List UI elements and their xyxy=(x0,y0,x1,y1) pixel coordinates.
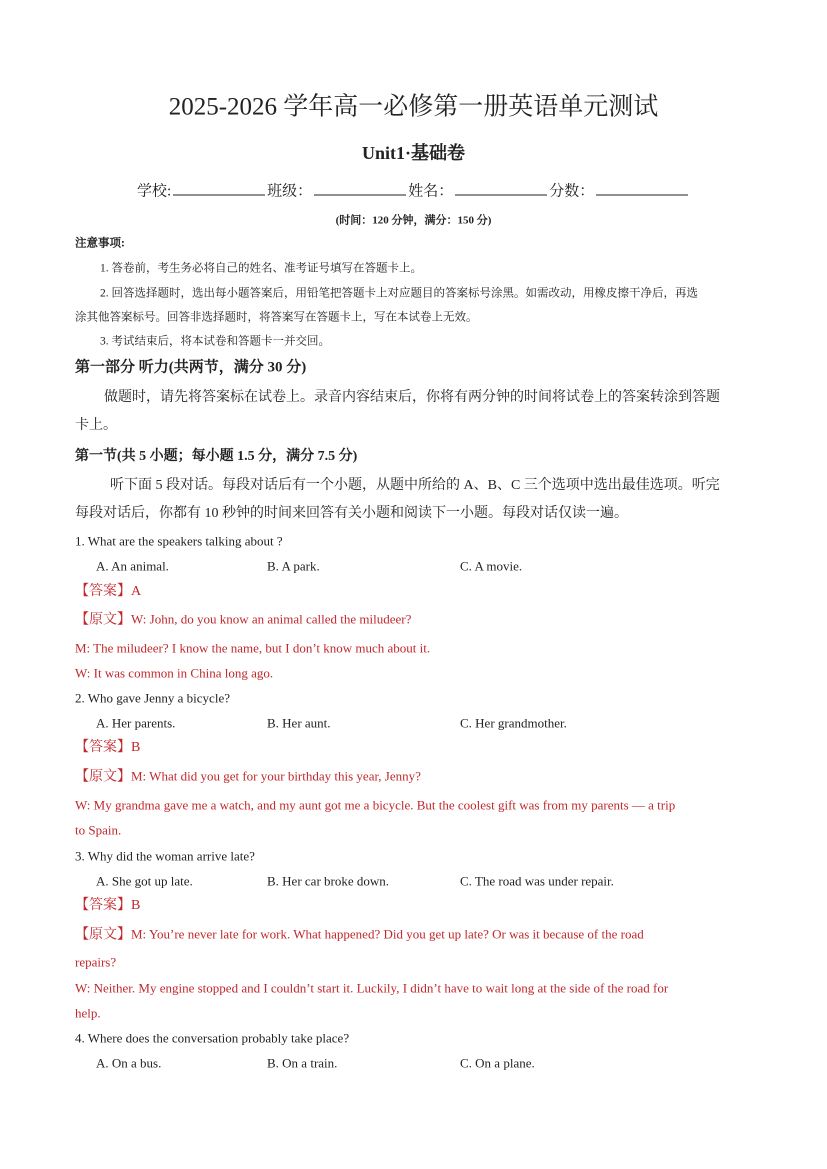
transcript-line: M: What did you get for your birthday this year, Jenny? xyxy=(131,768,421,784)
q4-option-b[interactable]: B. On a train. xyxy=(267,1055,338,1071)
score-label: 分数： xyxy=(549,183,595,200)
q4-option-c[interactable]: C. On a plane. xyxy=(460,1055,535,1071)
score-blank[interactable] xyxy=(596,183,688,196)
q3-transcript xyxy=(75,928,644,943)
q3-answer xyxy=(75,899,140,913)
q2-transcript xyxy=(75,770,421,785)
document-title: 2025-2026 学年高一必修第一册英语单元测试 xyxy=(168,93,659,121)
student-info-line xyxy=(137,183,690,200)
answer-label: 【答案】 xyxy=(75,898,131,913)
part1-intro: 做题时，请先将答案标在试卷上。录音内容结束后，你将有两分钟的时间将试卷上的答案转涂到答题 xyxy=(104,390,720,405)
answer-label: 【答案】 xyxy=(75,740,131,755)
transcript-line: M: You’re never late for work. What happened? Did you get up late? Or was it because of the road xyxy=(131,926,644,942)
question-1: 1. What are the speakers talking about ? xyxy=(75,533,283,549)
question-2: 2. Who gave Jenny a bicycle? xyxy=(75,690,230,706)
q2-option-a[interactable]: A. Her parents. xyxy=(96,715,176,731)
transcript-line: W: It was common in China long ago. xyxy=(75,665,274,681)
school-blank[interactable] xyxy=(173,183,265,196)
class-label: 班级： xyxy=(267,183,313,200)
transcript-line: repairs? xyxy=(75,954,117,970)
answer-value: B xyxy=(131,740,141,755)
transcript-line: W: John, do you know an animal called the miludeer? xyxy=(131,611,412,627)
q3-option-b[interactable]: B. Her car broke down. xyxy=(267,873,390,889)
notice-item-1: 1. 答卷前，考生务必将自己的姓名、准考证号填写在答题卡上。 xyxy=(100,262,422,275)
q1-option-c[interactable]: C. A movie. xyxy=(460,558,523,574)
q1-answer xyxy=(75,585,141,599)
time-info: (时间：120 分钟，满分：150 分) xyxy=(335,214,492,227)
q2-option-b[interactable]: B. Her aunt. xyxy=(267,715,331,731)
transcript-line: W: My grandma gave me a watch, and my aunt got me a bicycle. But the coolest gift was from my parents — a trip xyxy=(75,797,676,813)
answer-value: A xyxy=(131,584,142,599)
unit-subtitle: Unit1·基础卷 xyxy=(361,143,465,163)
q2-answer xyxy=(75,741,140,755)
q1-option-b[interactable]: B. A park. xyxy=(267,558,320,574)
q1-option-a[interactable]: A. An animal. xyxy=(96,558,169,574)
transcript-label: 【原文】 xyxy=(75,927,131,943)
q2-option-c[interactable]: C. Her grandmother. xyxy=(460,715,567,731)
section1-instructions: 听下面 5 段对话。每段对话后有一个小题，从题中所给的 A、B、C 三个选项中选出最佳选项。听完 xyxy=(110,478,720,493)
class-blank[interactable] xyxy=(314,183,406,196)
transcript-line: M: The miludeer? I know the name, but I don’t know much about it. xyxy=(75,640,431,656)
part1-intro-cont: 卡上。 xyxy=(75,418,117,433)
notice-item-2a: 2. 回答选择题时，选出每小题答案后，用铅笔把答题卡上对应题目的答案标号涂黑。如需改动，用橡皮擦干净后，再选 xyxy=(100,287,698,300)
q4-option-a[interactable]: A. On a bus. xyxy=(96,1055,162,1071)
transcript-line: help. xyxy=(75,1005,101,1021)
name-blank[interactable] xyxy=(455,183,547,196)
q3-option-c[interactable]: C. The road was under repair. xyxy=(460,873,614,889)
school-label: 学校: xyxy=(137,183,172,200)
transcript-line: W: Neither. My engine stopped and I couldn’t start it. Luckily, I didn’t have to wait long at the side of the road for xyxy=(75,980,669,996)
notice-item-3: 3. 考试结束后，将本试卷和答题卡一并交回。 xyxy=(100,335,330,348)
section1-instructions-cont: 每段对话后，你都有 10 秒钟的时间来回答有关小题和阅读下一小题。每段对话仅读一遍。 xyxy=(75,506,628,521)
notice-item-2b: 涂其他答案标号。回答非选择题时，将答案写在答题卡上，写在本试卷上无效。 xyxy=(75,311,478,324)
answer-label: 【答案】 xyxy=(75,584,131,599)
question-3: 3. Why did the woman arrive late? xyxy=(75,848,255,864)
q1-transcript xyxy=(75,613,411,628)
question-4: 4. Where does the conversation probably take place? xyxy=(75,1030,350,1046)
transcript-line: to Spain. xyxy=(75,822,122,838)
transcript-label: 【原文】 xyxy=(75,612,131,628)
answer-value: B xyxy=(131,898,141,913)
name-label: 姓名： xyxy=(408,183,454,200)
transcript-label: 【原文】 xyxy=(75,769,131,785)
section1-heading: 第一节(共 5 小题；每小题 1.5 分，满分 7.5 分) xyxy=(75,449,358,464)
notice-heading: 注意事项: xyxy=(75,237,125,250)
q3-option-a[interactable]: A. She got up late. xyxy=(96,873,193,889)
part1-heading: 第一部分 听力(共两节，满分 30 分) xyxy=(75,359,307,376)
